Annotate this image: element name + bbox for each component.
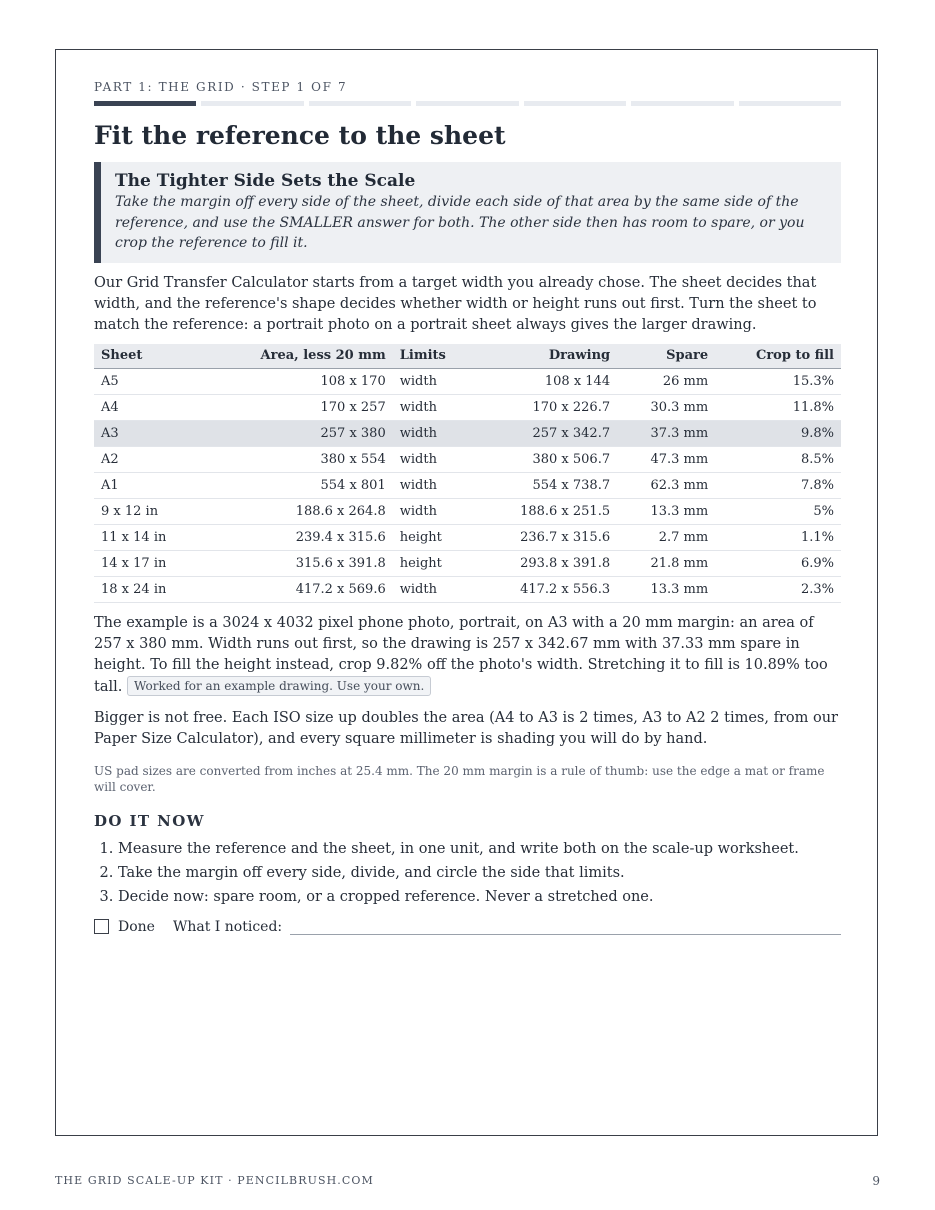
cell-area: 315.6 x 391.8 — [202, 550, 392, 576]
cell-limits: height — [393, 550, 475, 576]
example-text: The example is a 3024 x 4032 pixel phone photo, portrait, on A3 with a 20 mm margin: an area of 257 x 380 mm. Width runs out first, so the drawing is 257 x 342.67 mm with 37.33 mm spare in height. To fill the height instead, crop 9.82% off the photo's width. Stretching it to fill is 10.89% too tall. — [94, 614, 828, 695]
cell-sheet: 14 x 17 in — [94, 550, 202, 576]
cell-drawing: 554 x 738.7 — [475, 472, 617, 498]
tip-callout — [94, 162, 841, 263]
table-row — [94, 394, 841, 420]
footnote: US pad sizes are converted from inches at 25.4 mm. The 20 mm margin is a rule of thumb: use the edge a mat or frame will cover. — [94, 763, 825, 794]
cell-sheet: A2 — [94, 446, 202, 472]
cell-area: 108 x 170 — [202, 368, 392, 394]
callout-body: Take the margin off every side of the sheet, divide each side of that area by the same side of the reference, and use the SMALLER answer for both. The other side then has room to spare, or you crop the reference to fill it. — [115, 194, 805, 251]
cell-crop: 1.1% — [715, 524, 841, 550]
page-content — [94, 80, 841, 937]
cell-spare: 26 mm — [617, 368, 715, 394]
cell-drawing: 108 x 144 — [475, 368, 617, 394]
step-eyebrow: PART 1: THE GRID · STEP 1 OF 7 — [94, 80, 348, 94]
table-row — [94, 446, 841, 472]
table-row-highlighted — [94, 420, 841, 446]
cell-crop: 6.9% — [715, 550, 841, 576]
cell-spare: 21.8 mm — [617, 550, 715, 576]
cell-drawing: 236.7 x 315.6 — [475, 524, 617, 550]
cell-spare: 37.3 mm — [617, 420, 715, 446]
cell-drawing: 293.8 x 391.8 — [475, 550, 617, 576]
cell-spare: 47.3 mm — [617, 446, 715, 472]
progress-segment-2 — [201, 101, 303, 106]
cell-limits: height — [393, 524, 475, 550]
cell-limits: width — [393, 368, 475, 394]
cell-area: 380 x 554 — [202, 446, 392, 472]
cell-crop: 2.3% — [715, 576, 841, 602]
cell-drawing: 170 x 226.7 — [475, 394, 617, 420]
cell-area: 417.2 x 569.6 — [202, 576, 392, 602]
callout-title: The Tighter Side Sets the Scale — [115, 171, 416, 191]
do-it-now-heading: DO IT NOW — [94, 811, 205, 830]
done-label: Done — [118, 918, 155, 935]
cell-crop: 11.8% — [715, 394, 841, 420]
cell-sheet: 9 x 12 in — [94, 498, 202, 524]
cell-sheet: A3 — [94, 420, 202, 446]
cell-spare: 2.7 mm — [617, 524, 715, 550]
cell-drawing: 257 x 342.7 — [475, 420, 617, 446]
done-checkbox[interactable] — [94, 919, 109, 934]
progress-segment-5 — [524, 101, 626, 106]
cell-spare: 30.3 mm — [617, 394, 715, 420]
noticed-label: What I noticed: — [172, 918, 283, 935]
step-progress-bar — [94, 101, 841, 106]
table-row — [94, 524, 841, 550]
cell-limits: width — [393, 394, 475, 420]
progress-segment-1 — [94, 101, 196, 106]
cell-crop: 5% — [715, 498, 841, 524]
cell-sheet: A1 — [94, 472, 202, 498]
noticed-input-line[interactable] — [290, 918, 841, 935]
table-row — [94, 472, 841, 498]
cell-spare: 13.3 mm — [617, 498, 715, 524]
example-note-chip: Worked for an example drawing. Use your own. — [127, 676, 431, 696]
cell-limits: width — [393, 446, 475, 472]
column-header-sheet: Sheet — [94, 344, 202, 369]
cell-limits: width — [393, 576, 475, 602]
do-it-now-list — [94, 837, 841, 909]
table-row — [94, 550, 841, 576]
cell-area: 554 x 801 — [202, 472, 392, 498]
column-header-limits: Limits — [393, 344, 475, 369]
table-header-row — [94, 344, 841, 369]
cell-crop: 9.8% — [715, 420, 841, 446]
progress-segment-7 — [739, 101, 841, 106]
cell-drawing: 380 x 506.7 — [475, 446, 617, 472]
page-title: Fit the reference to the sheet — [94, 121, 506, 150]
bigger-paragraph: Bigger is not free. Each ISO size up doubles the area (A4 to A3 is 2 times, A3 to A2 2 times, from our Paper Size Calculator), and every square millimeter is shading you will do by hand. — [94, 709, 838, 747]
column-header-area: Area, less 20 mm — [202, 344, 392, 369]
list-item: 1. Measure the reference and the sheet, in one unit, and write both on the scale-up worksheet. — [118, 837, 841, 861]
footer-label: THE GRID SCALE-UP KIT · PENCILBRUSH.COM — [55, 1174, 374, 1187]
table-row — [94, 498, 841, 524]
cell-area: 170 x 257 — [202, 394, 392, 420]
cell-limits: width — [393, 472, 475, 498]
cell-limits: width — [393, 420, 475, 446]
cell-area: 239.4 x 315.6 — [202, 524, 392, 550]
table-row — [94, 576, 841, 602]
cell-sheet: A4 — [94, 394, 202, 420]
cell-limits: width — [393, 498, 475, 524]
cell-drawing: 417.2 x 556.3 — [475, 576, 617, 602]
cell-area: 188.6 x 264.8 — [202, 498, 392, 524]
page-frame — [55, 49, 878, 1136]
check-in-row — [94, 917, 841, 937]
example-paragraph — [94, 613, 841, 698]
cell-drawing: 188.6 x 251.5 — [475, 498, 617, 524]
sheet-size-table — [94, 344, 841, 603]
cell-spare: 13.3 mm — [617, 576, 715, 602]
cell-sheet: 11 x 14 in — [94, 524, 202, 550]
cell-spare: 62.3 mm — [617, 472, 715, 498]
progress-segment-4 — [416, 101, 518, 106]
list-item: 2. Take the margin off every side, divide, and circle the side that limits. — [118, 861, 841, 885]
list-item: 3. Decide now: spare room, or a cropped reference. Never a stretched one. — [118, 885, 841, 909]
cell-sheet: 18 x 24 in — [94, 576, 202, 602]
cell-crop: 8.5% — [715, 446, 841, 472]
intro-paragraph: Our Grid Transfer Calculator starts from a target width you already chose. The sheet decides that width, and the reference's shape decides whether width or height runs out first. Turn the sheet to match the reference: a portrait photo on a portrait sheet always gives the larger drawing. — [94, 274, 817, 333]
cell-crop: 7.8% — [715, 472, 841, 498]
column-header-spare: Spare — [617, 344, 715, 369]
cell-crop: 15.3% — [715, 368, 841, 394]
column-header-drawing: Drawing — [475, 344, 617, 369]
progress-segment-6 — [631, 101, 733, 106]
page-number: 9 — [872, 1174, 880, 1188]
cell-sheet: A5 — [94, 368, 202, 394]
column-header-crop: Crop to fill — [715, 344, 841, 369]
table-row — [94, 368, 841, 394]
progress-segment-3 — [309, 101, 411, 106]
cell-area: 257 x 380 — [202, 420, 392, 446]
